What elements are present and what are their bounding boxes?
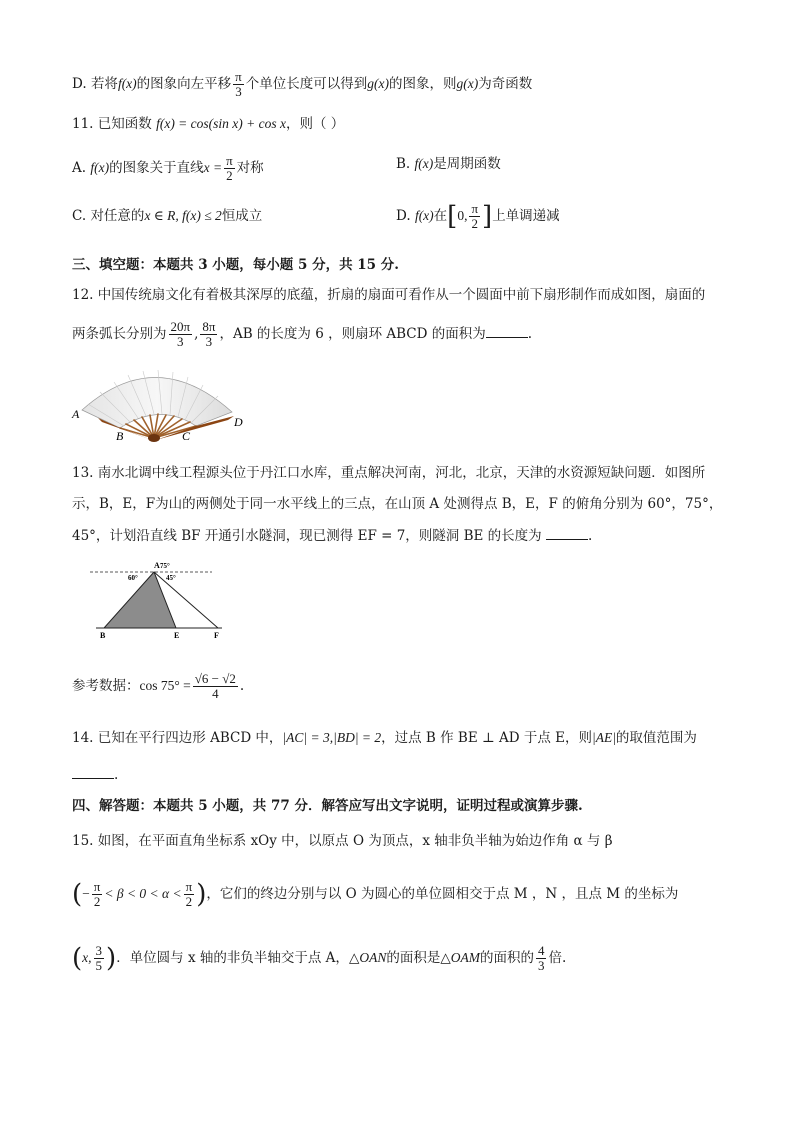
q10-option-d: D. 若将f(x)的图象向左平移 $\frac{\pi}{3}$ 个单位长度可以得到g(x)的图象，则g(x)为奇函数 (72, 69, 533, 99)
fraction: $\frac{\pi}{3}$ (235, 69, 242, 99)
fraction: $\frac{8\pi}{3}$ (202, 319, 216, 349)
q12-line1: 12. 中国传统扇文化有着极其深厚的底蕴，折扇的扇面可看作从一个圆面中前下扇形制作而成如图，扇面的 (72, 287, 706, 303)
question-number: 14. (72, 730, 94, 746)
answer-blank[interactable] (546, 525, 588, 540)
fan-label-b: B (116, 429, 124, 443)
answer-blank[interactable] (486, 323, 528, 338)
q11-option-c: C. 对任意的x ∈ R, f(x) ≤ 2恒成立 (72, 208, 263, 224)
q15-line2: (− $\frac{\pi}{2}$ < β < 0 < α < $\frac{\pi}{2}$ )，它们的终边分别与以 O 为圆心的单位圆相交于点 M ，N ，且点 M 的坐标为 (72, 879, 679, 910)
label-b: B (100, 631, 106, 640)
q15-line1: 15. 如图，在平面直角坐标系 xOy 中，以原点 O 为顶点，x 轴非负半轴为始边作角 α 与 β (72, 833, 613, 849)
q11-stem: 11. 已知函数 f(x) = cos(sin x) + cos x，则（ ） (72, 116, 345, 132)
section-heading: 三、填空题：本题共 3 小题，每小题 5 分，共 15 分. (72, 257, 399, 273)
mountain-tunnel-figure (84, 560, 234, 642)
q13-line1: 13. 南水北调中线工程源头位于丹江口水库，重点解决河南，河北，北京，天津的水资源短缺问题．如图所 (72, 465, 706, 481)
fraction: $\frac{\pi}{2}$ (93, 879, 101, 909)
label-e: E (174, 631, 180, 640)
answer-blank[interactable] (72, 764, 114, 779)
angle-60: 60° (128, 574, 138, 582)
angle-75: 75° (160, 562, 170, 570)
fraction: $\frac{20\pi}{3}$ (170, 319, 191, 349)
question-number: 15. (72, 833, 94, 849)
q13-reference-data: 参考数据：cos 75° = $\frac{√6 - √2}{4}$ . (72, 671, 245, 701)
q11-option-a: A. f(x)的图象关于直线x = $\frac{\pi}{2}$ 对称 (72, 153, 264, 183)
fraction: $\frac{\pi}{2}$ (185, 879, 193, 909)
fraction: $\frac{4}{3}$ (537, 943, 545, 973)
option-label: D. (72, 76, 87, 92)
fan-label-a: A (72, 407, 80, 421)
question-number: 11. (72, 116, 94, 132)
q15-line3: (x, $\frac{3}{5}$ )．单位圆与 x 轴的非负半轴交于点 A，△OAN的面积是△OAM的面积的 $\frac{4}{3}$ 倍. (72, 943, 567, 974)
q14-line1: 14. 已知在平行四边形 ABCD 中，|AC| = 3,|BD| = 2，过点 B 作 BE ⊥ AD 于点 E，则|AE|的取值范围为 (72, 730, 697, 746)
fraction: $\frac{\pi}{2}$ (471, 201, 479, 231)
fraction: $\frac{√6 - √2}{4}$ (194, 671, 236, 701)
section-heading: 四、解答题：本题共 5 小题，共 77 分．解答应写出文字说明，证明过程或演算步骤. (72, 798, 583, 814)
q11-option-b: B. f(x)是周期函数 (396, 156, 501, 172)
formula: f(x) = cos(sin x) + cos x (156, 116, 287, 131)
question-number: 13. (72, 465, 94, 481)
question-number: 12. (72, 287, 94, 303)
q12-line2: 两条弧长分别为 $\frac{20\pi}{3}$ , $\frac{8\pi}{3}$ ，AB 的长度为 6 ，则扇环 ABCD 的面积为 . (72, 319, 533, 349)
fan-label-d: D (234, 415, 243, 429)
q14-line2: . (72, 764, 118, 785)
fraction: $\frac{3}{5}$ (95, 943, 103, 973)
q13-line3: 45°，计划沿直线 BF 开通引水隧洞，现已测得 EF = 7，则隧洞 BE 的长度为 . (72, 525, 592, 546)
q11-option-d: D. f(x)在[0, $\frac{\pi}{2}$ ]上单调递减 (396, 201, 560, 232)
label-f: F (214, 631, 219, 640)
q13-line2: 示，B，E，F为山的两侧处于同一水平线上的三点，在山顶 A 处测得点 B，E，F 的俯角分别为 60°，75°， (72, 496, 723, 512)
fraction: $\frac{\pi}{2}$ (226, 153, 233, 183)
folding-fan-figure (68, 358, 258, 448)
label-a: A (154, 561, 160, 570)
angle-45: 45° (166, 574, 176, 582)
fan-label-c: C (182, 429, 191, 443)
